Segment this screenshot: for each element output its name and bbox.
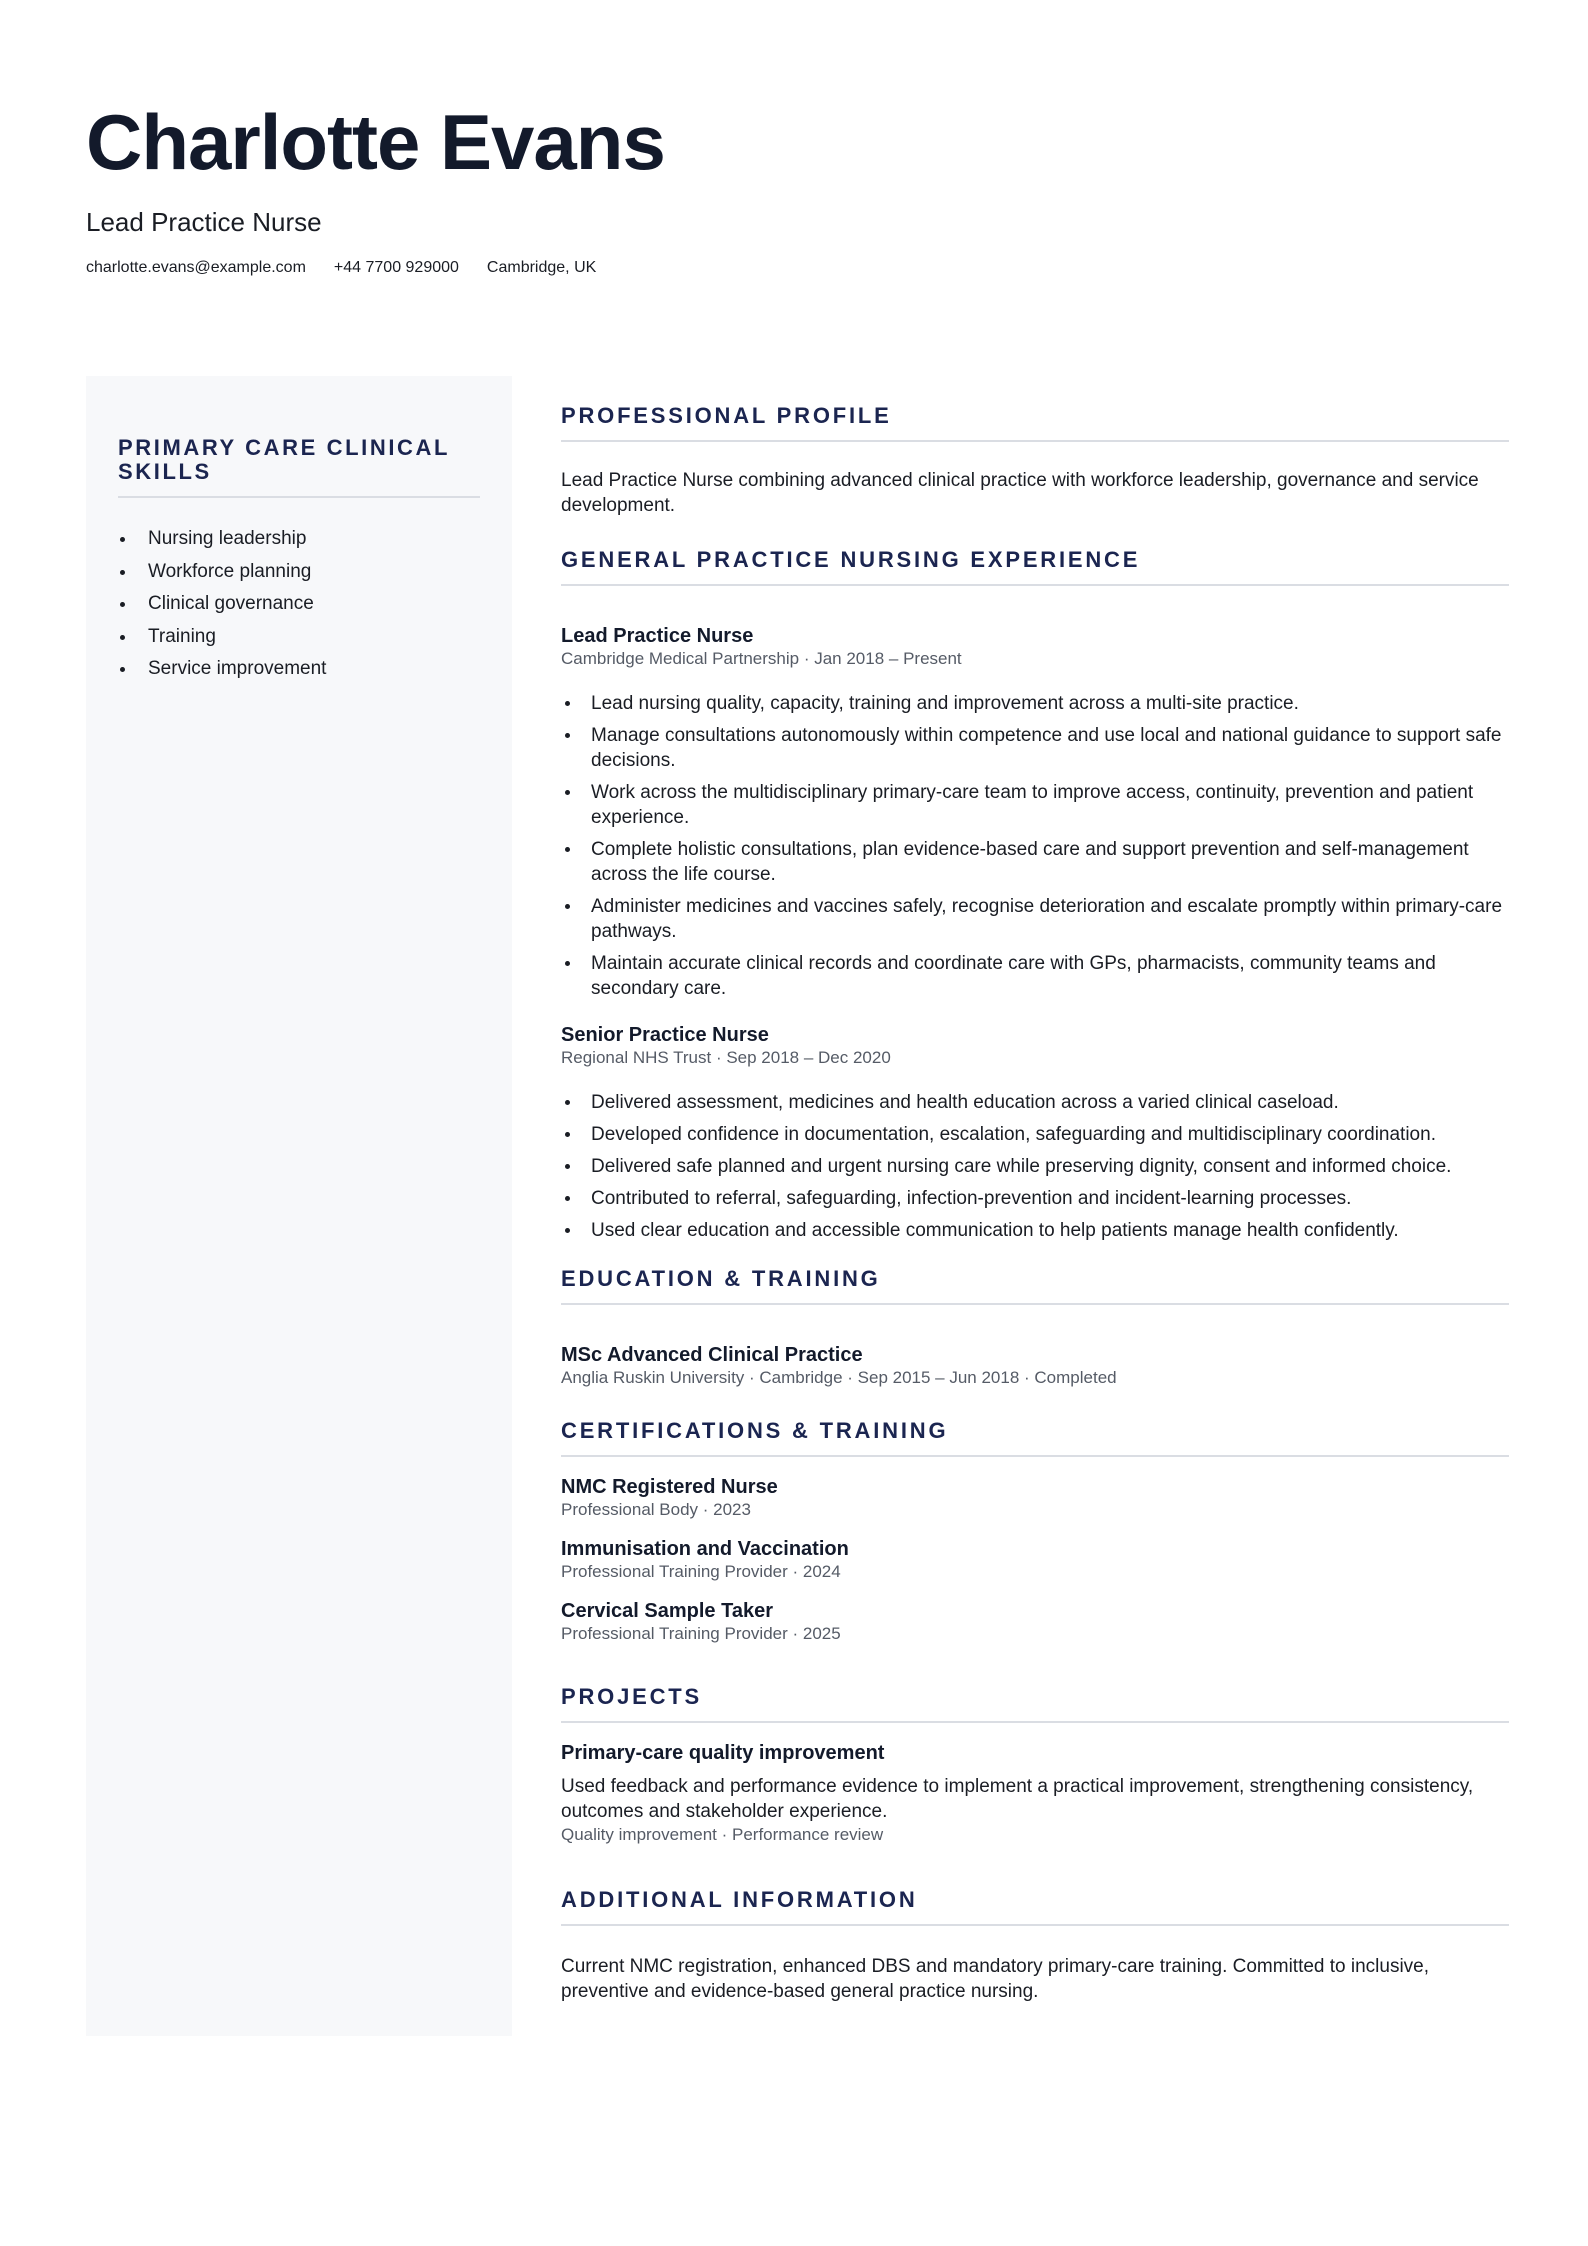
- contact-email: charlotte.evans@example.com: [86, 259, 306, 276]
- job-bullet: Administer medicines and vaccines safely, recognise deterioration and escalate promptly within primary-care pathways.: [561, 894, 1509, 944]
- contact-location: Cambridge, UK: [486, 259, 597, 276]
- skills-list: [118, 528, 480, 680]
- certification-meta: Professional Training Provider · 2024: [561, 1562, 841, 1581]
- skills-heading: PRIMARY CARE CLINICAL SKILLS: [118, 436, 480, 498]
- job-bullet: Lead nursing quality, capacity, training and improvement across a multi-site practice.: [561, 691, 1509, 716]
- project-description: Used feedback and performance evidence to implement a practical improvement, strengthening consistency, outcomes and stakeholder experience.: [561, 1776, 1474, 1822]
- resume-header: [86, 96, 1506, 278]
- certification-meta: Professional Body · 2023: [561, 1500, 751, 1519]
- project-entry: [561, 1741, 1509, 1846]
- job-bullet: Delivered safe planned and urgent nursing care while preserving dignity, consent and informed choice.: [561, 1154, 1509, 1179]
- skill-item: Nursing leadership: [118, 528, 480, 550]
- job-bullet: Manage consultations autonomously within competence and use local and national guidance to support safe decisions.: [561, 723, 1509, 773]
- skill-item: Workforce planning: [118, 561, 480, 583]
- additional-section: [561, 1884, 1509, 2004]
- experience-section: [561, 544, 1509, 1243]
- profile-section: [561, 400, 1509, 518]
- profile-heading: PROFESSIONAL PROFILE: [561, 400, 1509, 442]
- education-title: MSc Advanced Clinical Practice: [561, 1344, 863, 1366]
- contact-line: [86, 258, 1506, 278]
- job-bullet: Used clear education and accessible communication to help patients manage health confidently.: [561, 1218, 1509, 1243]
- education-heading: EDUCATION & TRAINING: [561, 1263, 1509, 1305]
- education-meta: Anglia Ruskin University · Cambridge · Sep 2015 – Jun 2018 · Completed: [561, 1368, 1117, 1387]
- job-bullets: [561, 1090, 1509, 1243]
- job-entry: [561, 1023, 1509, 1243]
- certification-title: Cervical Sample Taker: [561, 1600, 773, 1622]
- job-title: Senior Practice Nurse: [561, 1024, 769, 1046]
- projects-heading: PROJECTS: [561, 1681, 1509, 1723]
- education-entry: [561, 1343, 1509, 1389]
- project-tags: Quality improvement · Performance review: [561, 1825, 884, 1844]
- education-section: [561, 1263, 1509, 1389]
- job-bullet: Developed confidence in documentation, escalation, safeguarding and multidisciplinary coordination.: [561, 1122, 1509, 1147]
- job-entry: [561, 624, 1509, 1001]
- job-bullet: Complete holistic consultations, plan evidence-based care and support prevention and self-management across the life course.: [561, 837, 1509, 887]
- certifications-heading: CERTIFICATIONS & TRAINING: [561, 1415, 1509, 1457]
- certification-entry: [561, 1599, 1509, 1645]
- job-bullets: [561, 691, 1509, 1001]
- job-bullet: Delivered assessment, medicines and health education across a varied clinical caseload.: [561, 1090, 1509, 1115]
- experience-heading: GENERAL PRACTICE NURSING EXPERIENCE: [561, 544, 1509, 586]
- job-meta: Regional NHS Trust · Sep 2018 – Dec 2020: [561, 1048, 891, 1067]
- additional-text: Current NMC registration, enhanced DBS and mandatory primary-care training. Committed to inclusive, preventive and evidence-based general practice nursing.: [561, 1956, 1430, 2002]
- certification-entry: [561, 1475, 1509, 1521]
- skill-item: Service improvement: [118, 658, 480, 680]
- certification-meta: Professional Training Provider · 2025: [561, 1624, 841, 1643]
- project-title: Primary-care quality improvement: [561, 1742, 885, 1764]
- projects-section: [561, 1681, 1509, 1846]
- candidate-title: Lead Practice Nurse: [86, 207, 322, 237]
- profile-text: Lead Practice Nurse combining advanced clinical practice with workforce leadership, governance and service development.: [561, 470, 1479, 516]
- skills-sidebar: [86, 376, 512, 2036]
- contact-phone: +44 7700 929000: [333, 259, 459, 276]
- certification-title: Immunisation and Vaccination: [561, 1538, 849, 1560]
- main-column: [561, 400, 1509, 2004]
- certifications-section: [561, 1415, 1509, 1645]
- certification-title: NMC Registered Nurse: [561, 1476, 778, 1498]
- job-bullet: Contributed to referral, safeguarding, infection-prevention and incident-learning processes.: [561, 1186, 1509, 1211]
- job-title: Lead Practice Nurse: [561, 625, 754, 647]
- job-bullet: Work across the multidisciplinary primary-care team to improve access, continuity, prevention and patient experience.: [561, 780, 1509, 830]
- job-meta: Cambridge Medical Partnership · Jan 2018 – Present: [561, 649, 962, 668]
- certification-entry: [561, 1537, 1509, 1583]
- job-bullet: Maintain accurate clinical records and coordinate care with GPs, pharmacists, community teams and secondary care.: [561, 951, 1509, 1001]
- candidate-name: Charlotte Evans: [86, 98, 665, 186]
- skill-item: Clinical governance: [118, 593, 480, 615]
- skill-item: Training: [118, 626, 480, 648]
- additional-heading: ADDITIONAL INFORMATION: [561, 1884, 1509, 1926]
